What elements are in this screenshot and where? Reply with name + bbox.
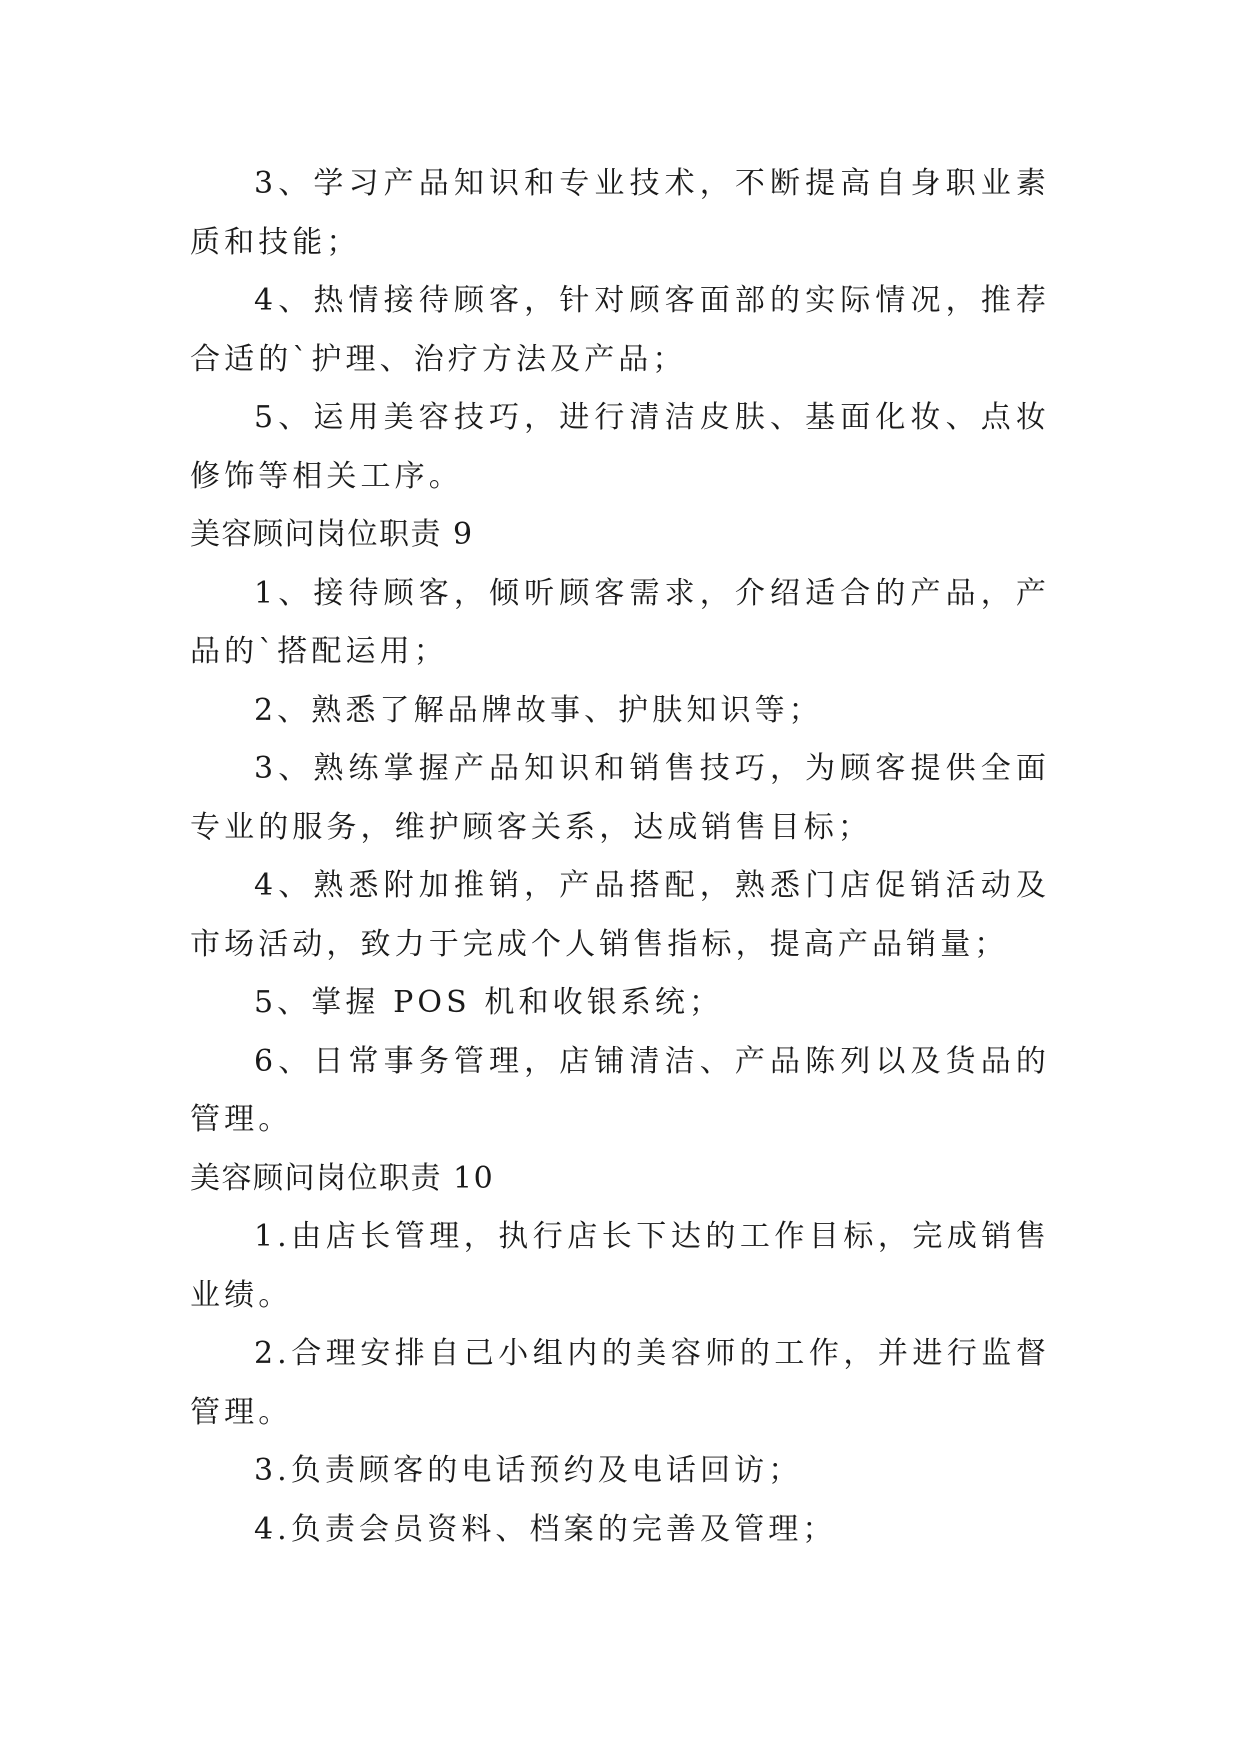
paragraph-10-2: 2.合理安排自己小组内的美容师的工作，并进行监督管理。: [190, 1336, 1050, 1430]
paragraph-9-4: 4、熟悉附加推销，产品搭配，熟悉门店促销活动及市场活动，致力于完成个人销售指标，提高产品销量；: [190, 868, 1050, 962]
paragraph-a4: 4、热情接待顾客，针对顾客面部的实际情况，推荐合适的`护理、治疗方法及产品；: [190, 283, 1050, 377]
paragraph-9-3: 3、熟练掌握产品知识和销售技巧，为顾客提供全面专业的服务，维护顾客关系，达成销售目标；: [190, 751, 1050, 845]
paragraph-10-1: 1.由店长管理，执行店长下达的工作目标，完成销售业绩。: [190, 1219, 1050, 1313]
paragraph-9-5: 5、掌握 POS 机和收银系统；: [254, 985, 724, 1020]
paragraph-a3: 3、学习产品知识和专业技术，不断提高自身职业素质和技能；: [190, 166, 1050, 260]
section-heading-10: 美容顾问岗位职责 10: [190, 1160, 495, 1196]
paragraph-9-6: 6、日常事务管理，店铺清洁、产品陈列以及货品的管理。: [190, 1043, 1050, 1137]
paragraph-10-4: 4.负责会员资料、档案的完善及管理；: [254, 1511, 837, 1547]
paragraph-a5: 5、运用美容技巧，进行清洁皮肤、基面化妆、点妆修饰等相关工序。: [190, 400, 1050, 494]
section-heading-9: 美容顾问岗位职责 9: [190, 517, 474, 552]
paragraph-9-2: 2、熟悉了解品牌故事、护肤知识等；: [254, 692, 823, 728]
paragraph-9-1: 1、接待顾客，倾听顾客需求，介绍适合的产品，产品的`搭配运用；: [190, 575, 1050, 669]
document-page: [190, 155, 1050, 1559]
paragraph-10-3: 3.负责顾客的电话预约及电话回访；: [254, 1453, 803, 1488]
